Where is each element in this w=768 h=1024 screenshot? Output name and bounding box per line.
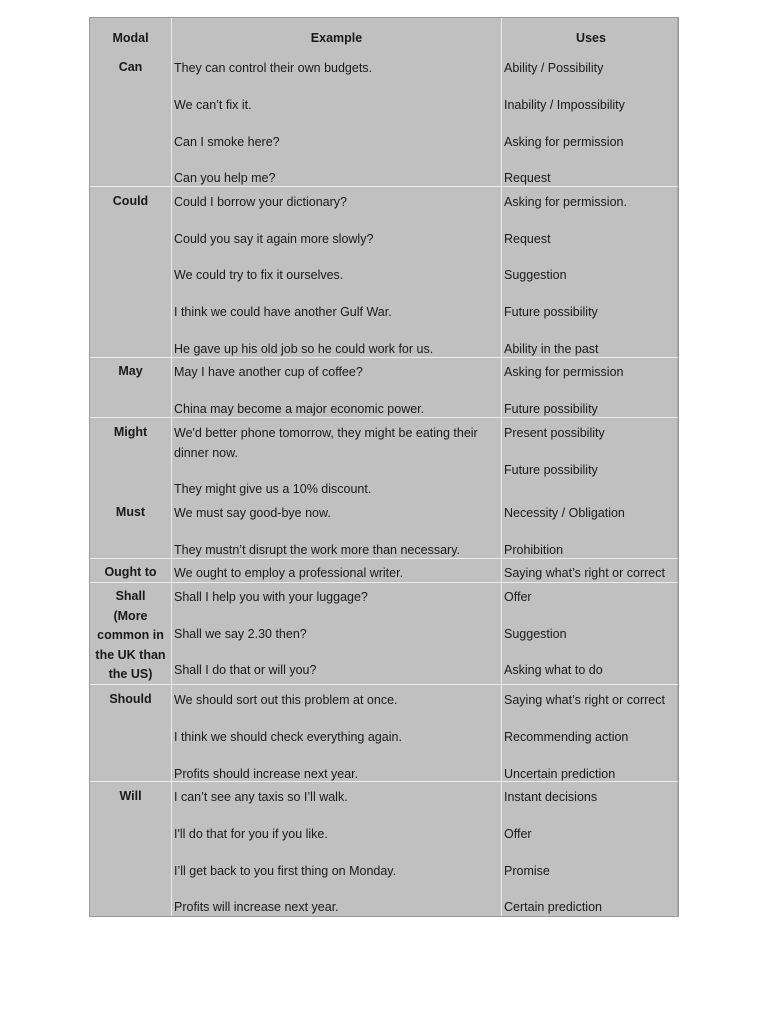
example-text: Can you help me? [174,171,276,185]
example-text: Shall I do that or will you? [174,663,317,677]
use-text: Saying what’s right or correct [504,693,665,707]
example-text: I’ll get back to you first thing on Monday. [174,864,397,878]
example-text: I can’t see any taxis so I’ll walk. [174,790,348,804]
example-text: They might give us a 10% discount. [174,482,372,496]
use-text: Instant decisions [504,790,598,804]
example-text: Can I smoke here? [174,135,280,149]
example-text: I think we should check everything again. [174,730,402,744]
example-text: Could I borrow your dictionary? [174,195,347,209]
use-text: Recommending action [504,730,629,744]
example-text: May I have another cup of coffee? [174,365,363,379]
use-text: Asking for permission [504,365,624,379]
example-text: dinner now. [174,446,238,460]
modal-may: May [118,364,143,378]
modal-shall-line: common in [97,628,164,643]
use-text: Uncertain prediction [504,767,616,781]
modal-might: Might [113,425,148,439]
use-text: Ability / Possibility [504,61,604,75]
header-modal: Modal [112,31,149,45]
use-text: Suggestion [504,627,567,641]
modal-verbs-table [89,17,679,917]
example-text: We can’t fix it. [174,98,252,112]
example-text: We could try to fix it ourselves. [174,268,344,282]
use-text: Request [504,232,551,246]
use-text: Suggestion [504,268,567,282]
use-text: Future possibility [504,402,598,416]
modal-shall-line: Shall [115,589,146,603]
header-uses: Uses [576,31,606,45]
use-text: Future possibility [504,305,598,319]
header-example: Example [310,31,363,45]
example-text: Profits will increase next year. [174,900,339,914]
modal-could: Could [112,194,149,208]
modal-shall [90,587,171,685]
use-text: Promise [504,864,550,878]
modal-shall-line: (More [113,608,148,623]
use-text: Offer [504,590,532,604]
example-text: I think we could have another Gulf War. [174,305,392,319]
use-text: Present possibility [504,426,605,440]
modal-shall-line: the US) [108,667,153,682]
use-text: Inability / Impossibility [504,98,625,112]
example-text: China may become a major economic power. [174,402,425,416]
use-text: Request [504,171,551,185]
example-text: I'll do that for you if you like. [174,827,328,841]
example-text: We should sort out this problem at once. [174,693,398,707]
example-text: He gave up his old job so he could work for us. [174,342,434,356]
example-text: Could you say it again more slowly? [174,232,374,246]
modal-will: Will [119,789,142,803]
modal-can: Can [118,60,143,74]
use-text: Necessity / Obligation [504,506,625,520]
use-text: Asking for permission [504,135,624,149]
use-text: Saying what’s right or correct [504,566,665,580]
use-text: Ability in the past [504,342,599,356]
use-text: Prohibition [504,543,564,557]
use-text: Future possibility [504,463,598,477]
example-text: We'd better phone tomorrow, they might be eating their [174,426,478,440]
use-text: Offer [504,827,532,841]
example-text: Shall we say 2.30 then? [174,627,307,641]
example-text: Profits should increase next year. [174,767,359,781]
use-text: Asking what to do [504,663,603,677]
use-text: Certain prediction [504,900,602,914]
example-text: We ought to employ a professional writer. [174,566,404,580]
example-text: They mustn’t disrupt the work more than necessary. [174,543,460,557]
row-divider [90,684,678,685]
example-text: Shall I help you with your luggage? [174,590,368,604]
modal-shall-line: the UK than [95,647,166,662]
example-text: We must say good-bye now. [174,506,331,520]
example-text: They can control their own budgets. [174,61,373,75]
modal-ought-to: Ought to [104,565,157,579]
modal-must: Must [115,505,146,519]
modal-should: Should [109,692,152,706]
use-text: Asking for permission. [504,195,627,209]
